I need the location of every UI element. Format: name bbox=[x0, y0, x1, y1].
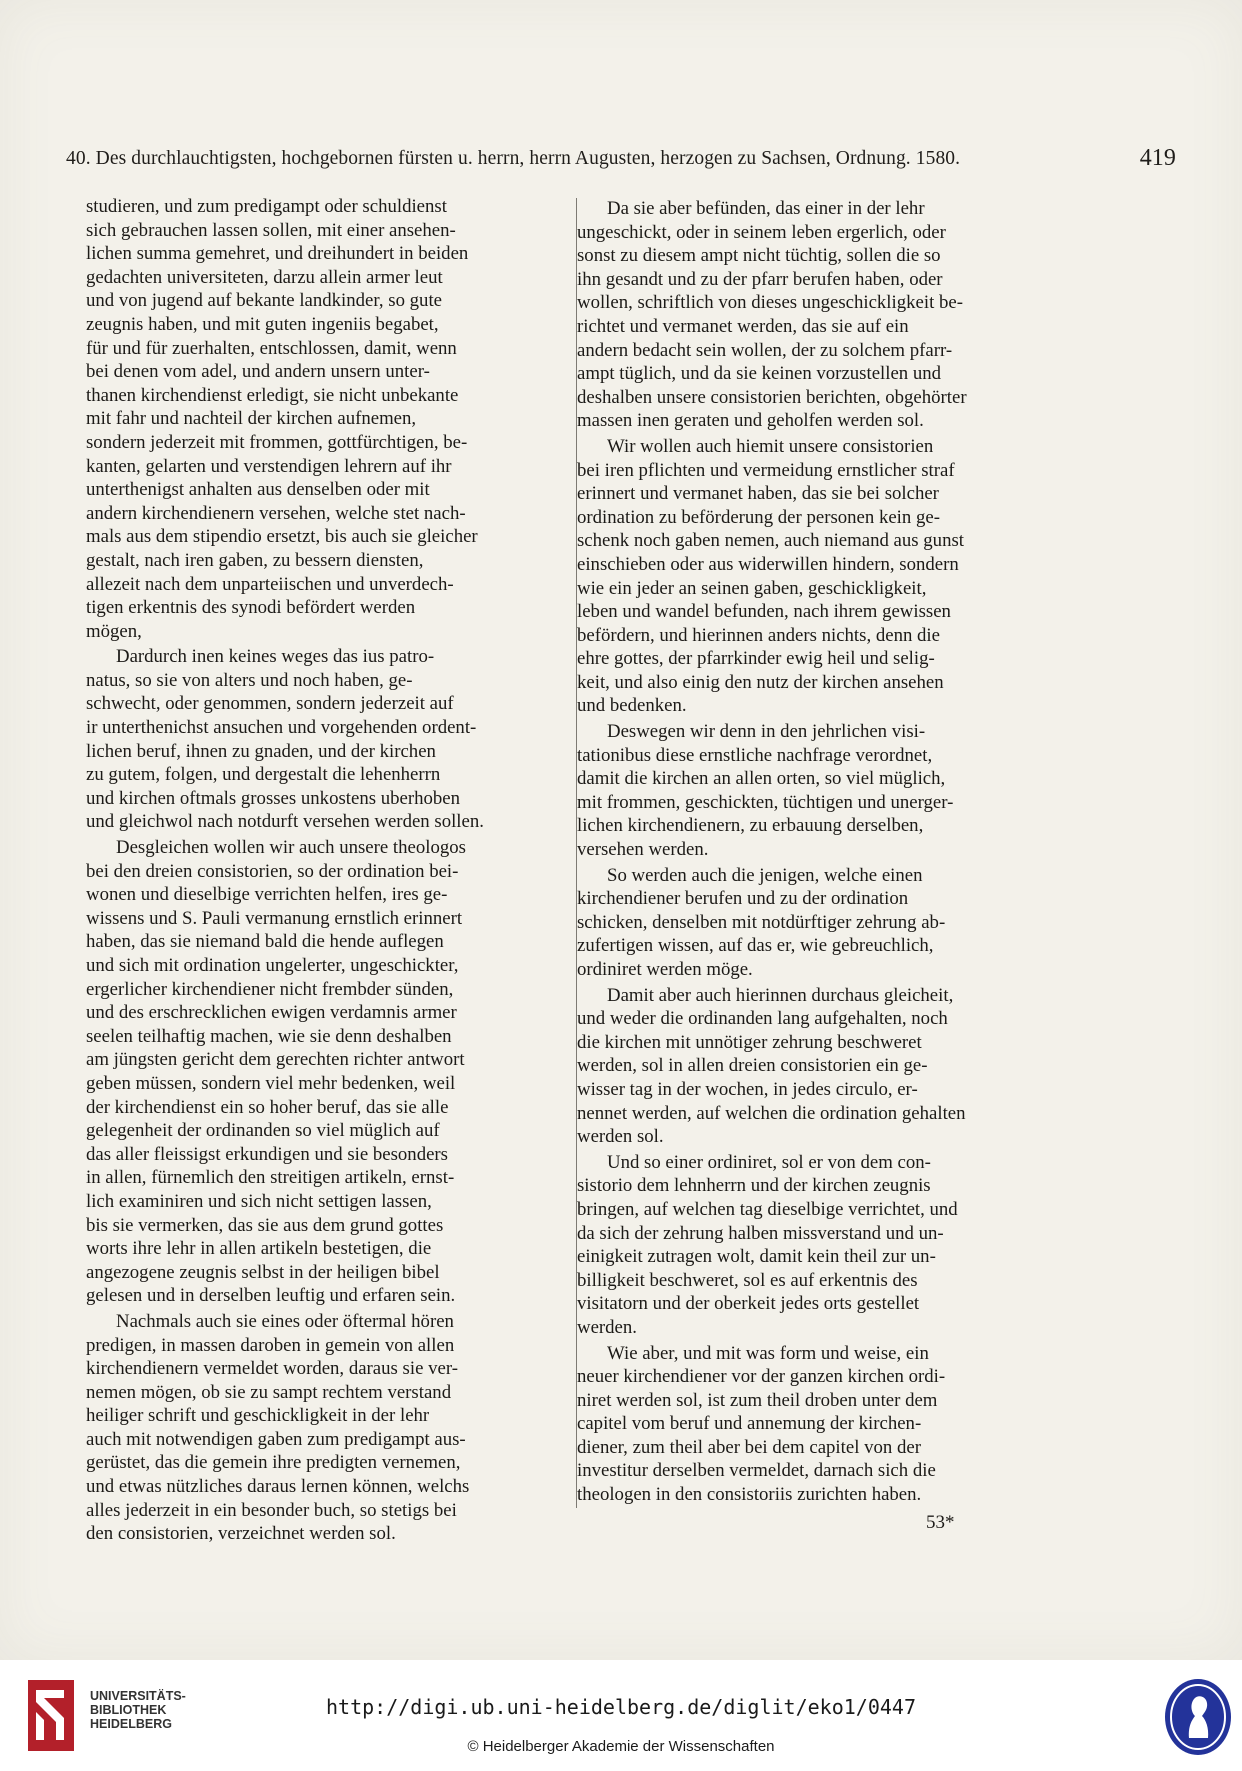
text-line: schenk noch gaben nemen, auch niemand aus gunst bbox=[577, 530, 964, 552]
text-line: ungeschickt, oder in seinem leben ergerlich, oder bbox=[577, 221, 946, 243]
text-line: So werden auch die jenigen, welche einen bbox=[607, 864, 923, 886]
text-line: gelegenheit der ordinanden so viel müglich auf bbox=[86, 1120, 440, 1142]
text-line: den consistorien, verzeichnet werden sol. bbox=[86, 1523, 396, 1545]
text-line: Wir wollen auch hiemit unsere consistorien bbox=[607, 435, 934, 457]
text-line: Desgleichen wollen wir auch unsere theologos bbox=[116, 837, 466, 859]
text-line: sich gebrauchen lassen sollen, mit einer ansehen- bbox=[86, 219, 456, 241]
text-line: kanten, gelarten und verstendigen lehrern auf ihr bbox=[86, 455, 452, 477]
text-line: studieren, und zum predigampt oder schuldienst bbox=[86, 196, 447, 217]
text-line: lichen summa gemehret, und dreihundert in beiden bbox=[86, 243, 469, 265]
page-number: 419 bbox=[1139, 145, 1176, 171]
paragraph bbox=[86, 1310, 548, 1546]
text-line: deshalben unsere consistorien berichten, obgehörter bbox=[577, 386, 967, 408]
text-line: werden sol. bbox=[577, 1126, 664, 1148]
text-line: nemen mögen, ob sie zu sampt rechtem verstand bbox=[86, 1381, 452, 1403]
text-line: versehen werden. bbox=[577, 839, 709, 861]
text-line: ordination zu beförderung der personen kein ge- bbox=[577, 506, 940, 528]
text-line: bei denen vom adel, und andern unsern unter- bbox=[86, 361, 430, 383]
text-line: gedachten universiteten, darzu allein armer leut bbox=[86, 266, 443, 288]
running-title: 40. Des durchlauchtigsten, hochgebornen fürsten u. herrn, herrn Augusten, herzogen zu Sachsen, Ordnung. 1580. bbox=[66, 148, 961, 169]
text-line: und bedenken. bbox=[577, 695, 687, 717]
text-line: gelesen und in derselben leuftig und erfaren sein. bbox=[86, 1285, 456, 1307]
text-line: einschieben oder aus widerwillen hindern, sondern bbox=[577, 553, 959, 575]
library-name: UNIVERSITÄTS- BIBLIOTHEK HEIDELBERG bbox=[90, 1689, 186, 1731]
text-line: massen inen geraten und geholfen werden sol. bbox=[577, 410, 924, 432]
text-line: und weder die ordinanden lang aufgehalten, noch bbox=[577, 1008, 948, 1030]
text-line: und von jugend auf bekante landkinder, so gute bbox=[86, 290, 442, 312]
right-column bbox=[577, 195, 1049, 1507]
text-line: lichen beruf, ihnen zu gnaden, und der kirchen bbox=[86, 740, 436, 762]
text-line: Nachmals auch sie eines oder öftermal hören bbox=[116, 1310, 454, 1332]
text-line: ordiniret werden möge. bbox=[577, 959, 753, 980]
text-line: ergerlicher kirchendiener nicht frembder sünden, bbox=[86, 978, 454, 1000]
text-line: bei iren pflichten und vermeidung ernstlicher straf bbox=[577, 459, 955, 481]
text-line: allezeit nach dem unparteiischen und unverdech- bbox=[86, 573, 454, 595]
text-line: ihn gesandt und zu der pfarr berufen haben, oder bbox=[577, 268, 943, 290]
text-line: ampt tüglich, und da sie keinen vorzustellen und bbox=[577, 363, 942, 385]
paragraph bbox=[577, 435, 1049, 718]
document-url[interactable]: http://digi.ub.uni-heidelberg.de/diglit/eko1/0447 bbox=[325, 1695, 916, 1719]
text-line: niret werden sol, ist zum theil droben unter dem bbox=[577, 1389, 938, 1411]
paragraph bbox=[577, 1151, 1049, 1340]
paragraph bbox=[577, 720, 1049, 862]
text-line: das aller fleissigst erkundigen und sie besonders bbox=[86, 1143, 448, 1165]
text-line: billigkeit beschweret, sol es auf erkentnis des bbox=[577, 1269, 918, 1291]
paragraph bbox=[86, 195, 548, 643]
text-line: visitatorn und der oberkeit jedes orts gestellet bbox=[577, 1293, 920, 1315]
text-line: kirchendienern vermeldet worden, daraus sie ver- bbox=[86, 1358, 458, 1380]
text-line: und kirchen oftmals grosses unkostens uberhoben bbox=[86, 787, 460, 809]
text-line: heiliger schrift und geschickligkeit in der lehr bbox=[86, 1405, 430, 1427]
text-line: mit fahr und nachteil der kirchen aufnemen, bbox=[86, 408, 417, 430]
text-line: ehre gottes, der pfarrkinder ewig heil und selig- bbox=[577, 648, 935, 670]
text-line: lichen kirchendienern, zu erbauung derselben, bbox=[577, 815, 924, 837]
text-line: diener, zum theil aber bei dem capitel von der bbox=[577, 1436, 921, 1458]
text-line: Wie aber, und mit was form und weise, ein bbox=[607, 1342, 929, 1364]
academy-seal-icon bbox=[1162, 1676, 1234, 1758]
text-line: haben, das sie niemand bald die hende auflegen bbox=[86, 931, 444, 953]
text-line: andern bedacht sein wollen, der zu solchem pfarr- bbox=[577, 339, 953, 361]
footer-bar bbox=[0, 1660, 1242, 1771]
text-line: der kirchendienst ein so hoher beruf, das sie alle bbox=[86, 1096, 449, 1118]
text-line: befördern, und hierinnen anders nichts, denn die bbox=[577, 624, 940, 646]
text-line: wollen, schriftlich von dieses ungeschickligkeit be- bbox=[577, 292, 963, 314]
paragraph bbox=[577, 197, 1049, 433]
text-line: zeugnis haben, und mit guten ingeniis begabet, bbox=[86, 313, 439, 335]
text-line: und des erschrecklichen ewigen verdamnis armer bbox=[86, 1002, 457, 1024]
text-line: alles jederzeit in ein besonder buch, so stetigs bei bbox=[86, 1499, 457, 1521]
text-line: in allen, fürnemlich den streitigen artikeln, ernst- bbox=[86, 1167, 455, 1189]
text-line: bringen, auf welchen tag dieselbige verrichtet, und bbox=[577, 1198, 958, 1220]
text-line: damit die kirchen an allen orten, so viel müglich, bbox=[577, 768, 946, 790]
text-line: unterthenigst anhalten aus denselben oder mit bbox=[86, 479, 430, 501]
text-line: zu gutem, folgen, und dergestalt die lehenherrn bbox=[86, 764, 441, 786]
copyright-notice: © Heidelberger Akademie der Wissenschaften bbox=[467, 1738, 775, 1755]
text-line: andern kirchendienern versehen, welche stet nach- bbox=[86, 502, 466, 524]
text-line: kirchendiener berufen und zu der ordination bbox=[577, 888, 909, 910]
text-line: leben und wandel befunden, nach ihrem gewissen bbox=[577, 601, 951, 623]
text-line: und etwas nützliches daraus lernen können, welchs bbox=[86, 1476, 470, 1498]
running-header bbox=[66, 145, 1176, 171]
text-line: Und so einer ordiniret, sol er von dem con- bbox=[607, 1151, 931, 1173]
paragraph bbox=[86, 645, 548, 834]
text-line: sistorio dem lehnherrn und der kirchen zeugnis bbox=[577, 1175, 931, 1197]
text-line: die kirchen mit unnötiger zehrung beschweret bbox=[577, 1031, 922, 1053]
text-line: Dardurch inen keines weges das ius patro- bbox=[116, 646, 435, 668]
paragraph bbox=[577, 984, 1049, 1149]
text-line: theologen in den consistoriis zurichten haben. bbox=[577, 1484, 922, 1506]
text-line: bei den dreien consistorien, so der ordination bei- bbox=[86, 860, 459, 882]
text-line: keit, und also einig den nutz der kirchen ansehen bbox=[577, 671, 944, 693]
left-column bbox=[86, 195, 548, 1546]
text-line: schicken, denselben mit notdürftiger zehrung ab- bbox=[577, 911, 946, 933]
text-line: Deswegen wir denn in den jehrlichen visi- bbox=[607, 721, 926, 743]
text-line: für und für zuerhalten, entschlossen, damit, wenn bbox=[86, 337, 457, 359]
text-line: Da sie aber befünden, das einer in der lehr bbox=[607, 198, 925, 219]
text-line: bis sie vermerken, das sie aus dem grund gottes bbox=[86, 1214, 444, 1236]
text-line: thanen kirchendienst erledigt, sie nicht unbekante bbox=[86, 384, 459, 406]
signature-mark: 53* bbox=[926, 1512, 955, 1533]
text-line: worts ihre lehr in allen artikeln bestetigen, die bbox=[86, 1238, 432, 1260]
text-line: wonen und dieselbige verrichten helfen, ires ge- bbox=[86, 884, 448, 906]
text-line: Damit aber auch hierinnen durchaus gleicheit, bbox=[607, 984, 954, 1006]
text-line: erinnert und vermanet haben, das sie bei solcher bbox=[577, 483, 939, 505]
text-line: werden. bbox=[577, 1316, 637, 1338]
text-line: angezogene zeugnis selbst in der heiligen bibel bbox=[86, 1261, 440, 1283]
text-line: sondern jederzeit mit frommen, gottfürchtigen, be- bbox=[86, 431, 468, 453]
text-line: tationibus diese ernstliche nachfrage verordnet, bbox=[577, 744, 933, 766]
text-line: sonst zu diesem ampt nicht tüchtig, sollen die so bbox=[577, 245, 941, 267]
text-line: mögen, bbox=[86, 620, 142, 642]
text-line: und gleichwol nach notdurft versehen werden sollen. bbox=[86, 811, 484, 833]
text-line: wissens und S. Pauli vermanung ernstlich erinnert bbox=[86, 907, 463, 929]
text-line: schwecht, oder genommen, sondern jederzeit auf bbox=[86, 693, 454, 715]
text-line: wie ein jeder an seinen gaben, geschickligkeit, bbox=[577, 577, 927, 599]
text-line: capitel vom beruf und annemung der kirchen- bbox=[577, 1413, 922, 1435]
text-line: investitur derselben vermeldet, darnach sich die bbox=[577, 1460, 936, 1482]
text-line: richtet und vermanet werden, das sie auf ein bbox=[577, 315, 909, 337]
text-line: seelen teilhaftig machen, wie sie denn deshalben bbox=[86, 1025, 452, 1047]
text-line: am jüngsten gericht dem gerechten richter antwort bbox=[86, 1049, 465, 1071]
text-line: mit frommen, geschickten, tüchtigen und unerger- bbox=[577, 791, 954, 813]
text-line: auch mit notwendigen gaben zum predigampt aus- bbox=[86, 1428, 466, 1450]
text-line: mals aus dem stipendio ersetzt, bis auch sie gleicher bbox=[86, 526, 478, 548]
text-line: predigen, in massen daroben in gemein von allen bbox=[86, 1334, 455, 1356]
text-line: einigkeit zutragen wolt, damit kein theil zur un- bbox=[577, 1246, 936, 1268]
paragraph bbox=[86, 836, 548, 1308]
text-line: neuer kirchendiener vor der ganzen kirchen ordi- bbox=[577, 1366, 946, 1388]
text-line: ir unterthenichst ansuchen und vorgehenden ordent- bbox=[86, 717, 477, 739]
text-line: da sich der zehrung halben missverstand und un- bbox=[577, 1222, 944, 1244]
text-line: natus, so sie von alters und noch haben, ge- bbox=[86, 669, 413, 691]
text-line: zufertigen wissen, auf das er, wie gebreuchlich, bbox=[577, 935, 934, 957]
text-line: geben müssen, sondern viel mehr bedenken, weil bbox=[86, 1072, 456, 1094]
text-line: gestalt, nach iren gaben, zu bessern diensten, bbox=[86, 549, 424, 571]
paragraph bbox=[577, 864, 1049, 982]
paragraph bbox=[577, 1342, 1049, 1507]
text-line: wisser tag in der wochen, in jedes circulo, er- bbox=[577, 1078, 918, 1100]
text-line: und sich mit ordination ungelerter, ungeschickter, bbox=[86, 955, 459, 976]
text-line: werden, sol in allen dreien consistorien ein ge- bbox=[577, 1055, 928, 1077]
text-line: lich examiniren und sich nicht settigen lassen, bbox=[86, 1190, 432, 1212]
text-line: nennet werden, auf welchen die ordination gehalten bbox=[577, 1102, 966, 1124]
text-line: tigen erkentnis des synodi befördert werden bbox=[86, 597, 416, 619]
text-line: gerüstet, das die gemein ihre predigten vernemen, bbox=[86, 1452, 461, 1474]
